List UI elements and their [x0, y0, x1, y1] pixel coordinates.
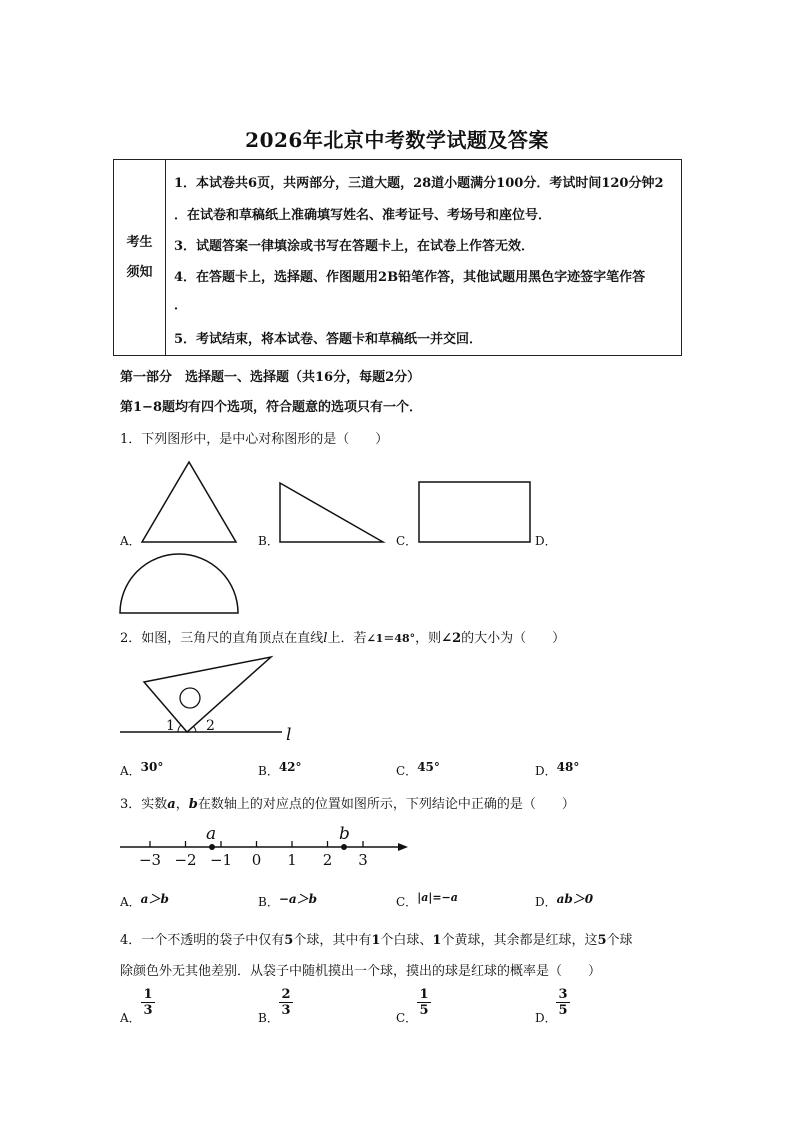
notice-line-6: 5．考试结束，将本试卷、答题卡和草稿纸一并交回．: [174, 332, 483, 347]
q4-option-b-fraction: $\frac{2}{3}$: [279, 987, 293, 1018]
q3-tick-label: −3: [138, 851, 162, 869]
q4-option-a-fraction: $\frac{1}{3}$: [141, 987, 155, 1018]
notice-label-line2: 须知: [126, 264, 153, 280]
q3-tick-label: −1: [209, 851, 233, 869]
notice-label: [114, 160, 166, 355]
q2-label-2: 2: [206, 718, 215, 734]
q1-option-b: B．: [258, 534, 279, 548]
q2-stem: [120, 627, 565, 646]
q3-tick-label: 3: [358, 851, 368, 869]
q3-option-b: B．−a＞b: [258, 892, 318, 909]
q3-tick-label: 1: [287, 851, 297, 869]
q3-point-b-label: b: [339, 824, 350, 844]
q3-tick-label: −2: [174, 851, 197, 869]
q2-angle-arc-2: [193, 726, 196, 732]
q3-option-d: D．ab＞0: [535, 892, 594, 909]
q4-option-d-fraction: $\frac{3}{5}$: [556, 987, 570, 1018]
q3-tick-label: 2: [322, 851, 333, 869]
q1-shape-semicircle: [120, 554, 238, 613]
q2-stem-b: 上．若: [327, 631, 367, 646]
notice-line-5: ．: [174, 298, 188, 313]
q3-var-a: a: [167, 797, 176, 812]
q4-option-a-letter: A．: [120, 1011, 141, 1025]
q2-stem-d: 的大小为（ ）: [461, 631, 566, 646]
q3-point-b: [341, 844, 347, 850]
q2-angle-arc-1: [178, 725, 181, 732]
notice-line-4: 4．在答题卡上，选择题、作图题用2B铅笔作答，其他试题用黑色字迹签字笔作答: [174, 270, 646, 285]
q4-option-c-letter: C．: [396, 1011, 418, 1025]
q2-condition: ∠1＝48°: [366, 632, 416, 645]
q1-shape-rectangle: [419, 482, 530, 542]
q2-angle2: ∠2: [441, 631, 462, 646]
q2-var-l: l: [323, 631, 328, 646]
q4-line2: 除颜色外无其他差别．从袋子中随机摸出一个球，摸出的球是红球的概率是（ ）: [120, 964, 602, 979]
q1-shape-right-triangle: [280, 483, 383, 542]
notice-line-3: 3．试题答案一律填涂或书写在答题卡上，在试卷上作答无效．: [174, 239, 535, 254]
q2-option-a: A．30°: [120, 760, 164, 778]
q1-option-d: D．: [535, 534, 557, 548]
page-title: 2026年北京中考数学试题及答案: [245, 128, 549, 152]
q2-option-c: C．45°: [396, 760, 440, 778]
q3-point-a-label: a: [206, 824, 217, 844]
q4-option-b-letter: B．: [258, 1011, 279, 1025]
q4-line1: 4．一个不透明的袋子中仅有5个球，其中有1个白球、1个黄球，其余都是红球，这5个球: [120, 933, 633, 948]
q3-stem: 3．实数a，b在数轴上的对应点的位置如图所示，下列结论中正确的是（ ）: [120, 797, 575, 812]
notice-label-line1: 考生: [126, 234, 153, 250]
q2-option-d: D．48°: [535, 760, 580, 778]
q2-label-1: 1: [166, 718, 175, 734]
q3-number-line: [0, 820, 794, 880]
q3-var-b: b: [188, 797, 198, 812]
q1-option-c: C．: [396, 534, 418, 548]
q3-option-c: C．|a|=−a: [396, 891, 458, 909]
q3-tick-label: 0: [251, 851, 262, 869]
q3-point-a: [209, 844, 215, 850]
q2-label-l: l: [286, 725, 292, 745]
q2-stem-a: 2．如图，三角尺的直角顶点在直线: [120, 631, 324, 646]
q4-option-d-letter: D．: [535, 1011, 557, 1025]
section-heading: 第一部分 选择题一、选择题（共16分，每题2分）: [120, 370, 421, 385]
section-instruction: 第1−8题均有四个选项，符合题意的选项只有一个．: [120, 400, 422, 415]
q4-option-c-fraction: $\frac{1}{5}$: [417, 987, 431, 1018]
q1-shape-triangle: [142, 462, 236, 542]
q3-axis-arrow: [398, 843, 408, 851]
exam-notice-box: [113, 159, 682, 356]
q2-option-b: B．42°: [258, 760, 302, 778]
q2-stem-c: ，则: [415, 631, 442, 646]
q1-option-a: A．: [120, 534, 141, 548]
q2-set-square-hole: [180, 688, 200, 708]
notice-line-2: ．在试卷和草稿纸上准确填写姓名、准考证号、考场号和座位号．: [174, 208, 552, 223]
q3-ticks: [139, 841, 368, 869]
q3-option-a: A．a＞b: [120, 892, 169, 909]
q2-figure: [0, 650, 794, 750]
q1-stem: 1．下列图形中，是中心对称图形的是（ ）: [120, 432, 389, 447]
notice-line-1: 1．本试卷共6页，共两部分，三道大题，28道小题满分100分．考试时间120分钟2: [174, 176, 664, 191]
